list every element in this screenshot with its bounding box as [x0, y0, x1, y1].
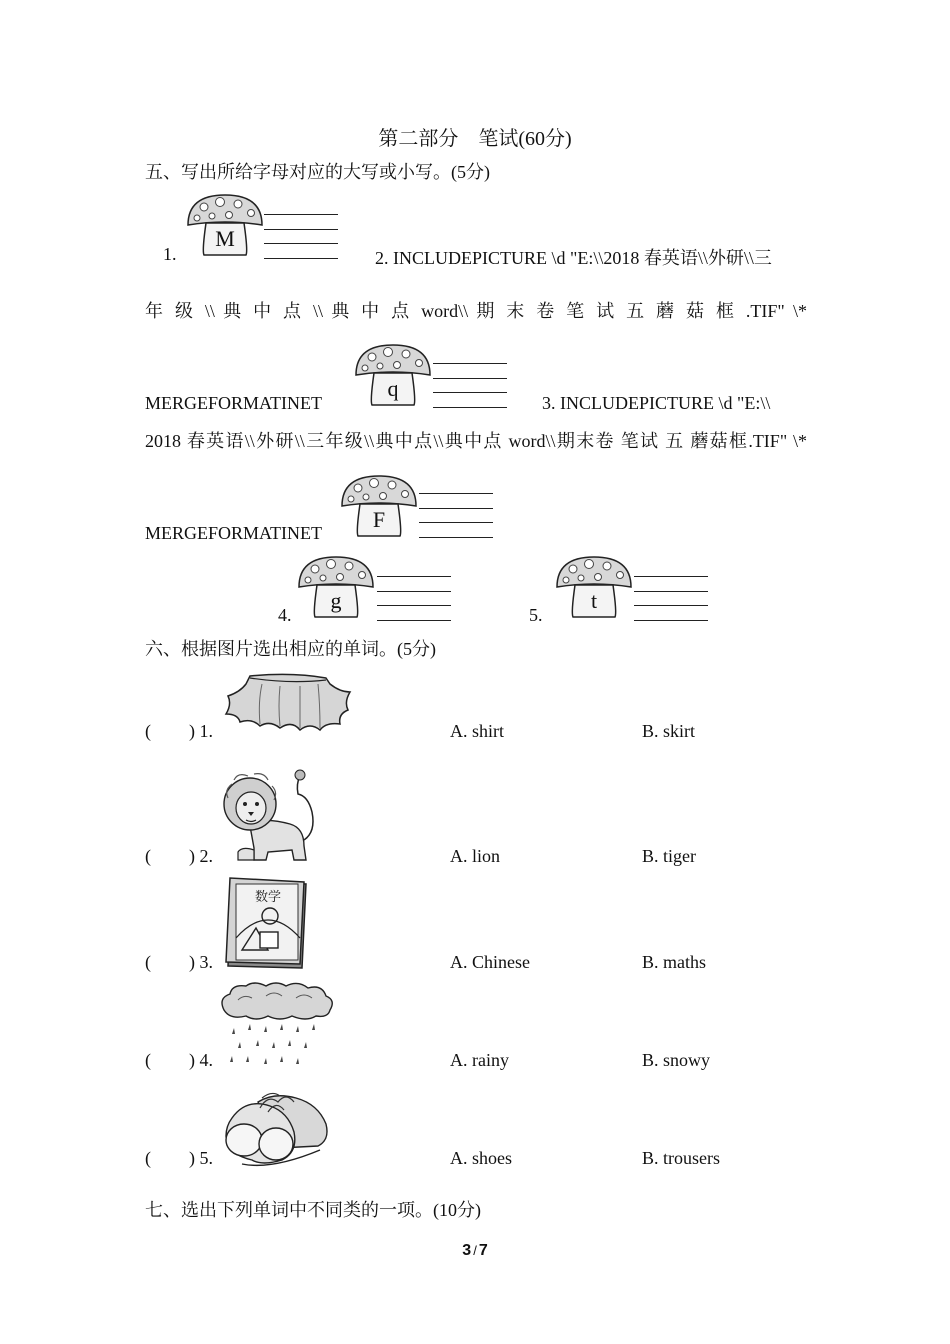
skirt-icon	[222, 670, 352, 736]
current-page: 3	[462, 1242, 472, 1259]
option-a: A. shirt	[450, 721, 504, 741]
mushroom-icon	[553, 555, 635, 619]
option-a: A. Chinese	[450, 952, 530, 972]
field-code-text: INCLUDEPICTURE \d "E:\\	[560, 393, 771, 413]
question-row	[145, 846, 213, 867]
mushroom-icon	[295, 555, 377, 619]
answer-paren[interactable]: (	[145, 846, 151, 866]
rain-cloud-icon	[218, 980, 336, 1066]
mushroom-icon	[184, 193, 266, 257]
option-b: B. maths	[642, 952, 707, 972]
book-label: 数学	[254, 890, 282, 905]
page-separator: /	[473, 1243, 477, 1258]
question-row	[145, 952, 213, 973]
item-number: 1.	[163, 244, 177, 264]
answer-paren[interactable]: (	[145, 1148, 151, 1168]
question-row	[145, 1050, 213, 1071]
section-5-heading: 五、写出所给字母对应的大写或小写。(5分)	[145, 162, 490, 182]
section-7-heading: 七、选出下列单词中不同类的一项。(10分)	[145, 1200, 481, 1220]
lion-icon	[220, 768, 320, 864]
option-b: B. skirt	[642, 721, 696, 741]
item-number: 2.	[375, 248, 389, 268]
field-code-text: 2018 春英语\\外研\\三年级\\典中点\\典中点 word\\期末卷 笔试 五 蘑菇框.TIF" \*	[145, 431, 807, 451]
answer-lines[interactable]	[433, 363, 507, 421]
total-pages: 7	[478, 1242, 488, 1259]
item-number: 5.	[529, 605, 543, 625]
question-number: ) 5.	[189, 1148, 213, 1168]
mushroom-icon	[352, 343, 434, 407]
section-6-heading: 六、根据图片选出相应的单词。(5分)	[145, 639, 436, 659]
question-number: ) 4.	[189, 1050, 213, 1070]
item-number: 3.	[542, 393, 556, 413]
answer-paren[interactable]: (	[145, 721, 151, 741]
mushroom-letter: M	[215, 226, 235, 251]
field-code-text: 年 级 \\ 典 中 点 \\ 典 中 点 word\\ 期 末 卷 笔 试 五 蘑 菇 框 .TIF" \*	[145, 301, 807, 321]
answer-lines[interactable]	[264, 214, 338, 272]
mushroom-letter: g	[330, 588, 342, 613]
field-code-text: INCLUDEPICTURE \d "E:\\2018 春英语\\外研\\三	[393, 248, 772, 268]
question-row	[145, 721, 213, 742]
field-code-text: MERGEFORMATINET	[145, 393, 323, 413]
page-number	[0, 1242, 950, 1260]
option-b: B. trousers	[642, 1148, 720, 1168]
answer-lines[interactable]	[419, 493, 493, 551]
shoes-icon	[222, 1088, 332, 1168]
answer-paren[interactable]: (	[145, 1050, 151, 1070]
mushroom-letter: t	[590, 588, 598, 613]
option-b: B. tiger	[642, 846, 696, 866]
mushroom-letter: q	[387, 376, 399, 401]
mushroom-icon	[338, 474, 420, 538]
item-number: 4.	[278, 605, 292, 625]
option-a: A. shoes	[450, 1148, 512, 1168]
answer-paren[interactable]: (	[145, 952, 151, 972]
field-code-text: MERGEFORMATINET	[145, 523, 323, 543]
question-number: ) 2.	[189, 846, 213, 866]
question-number: ) 1.	[189, 721, 213, 741]
question-number: ) 3.	[189, 952, 213, 972]
answer-lines[interactable]	[377, 576, 451, 634]
question-row	[145, 1148, 213, 1169]
option-b: B. snowy	[642, 1050, 711, 1070]
mushroom-letter: F	[372, 507, 386, 532]
answer-lines[interactable]	[634, 576, 708, 634]
option-a: A. rainy	[450, 1050, 509, 1070]
maths-book-icon	[222, 876, 310, 970]
option-a: A. lion	[450, 846, 501, 866]
page-title: 第二部分 笔试(60分)	[378, 128, 572, 150]
